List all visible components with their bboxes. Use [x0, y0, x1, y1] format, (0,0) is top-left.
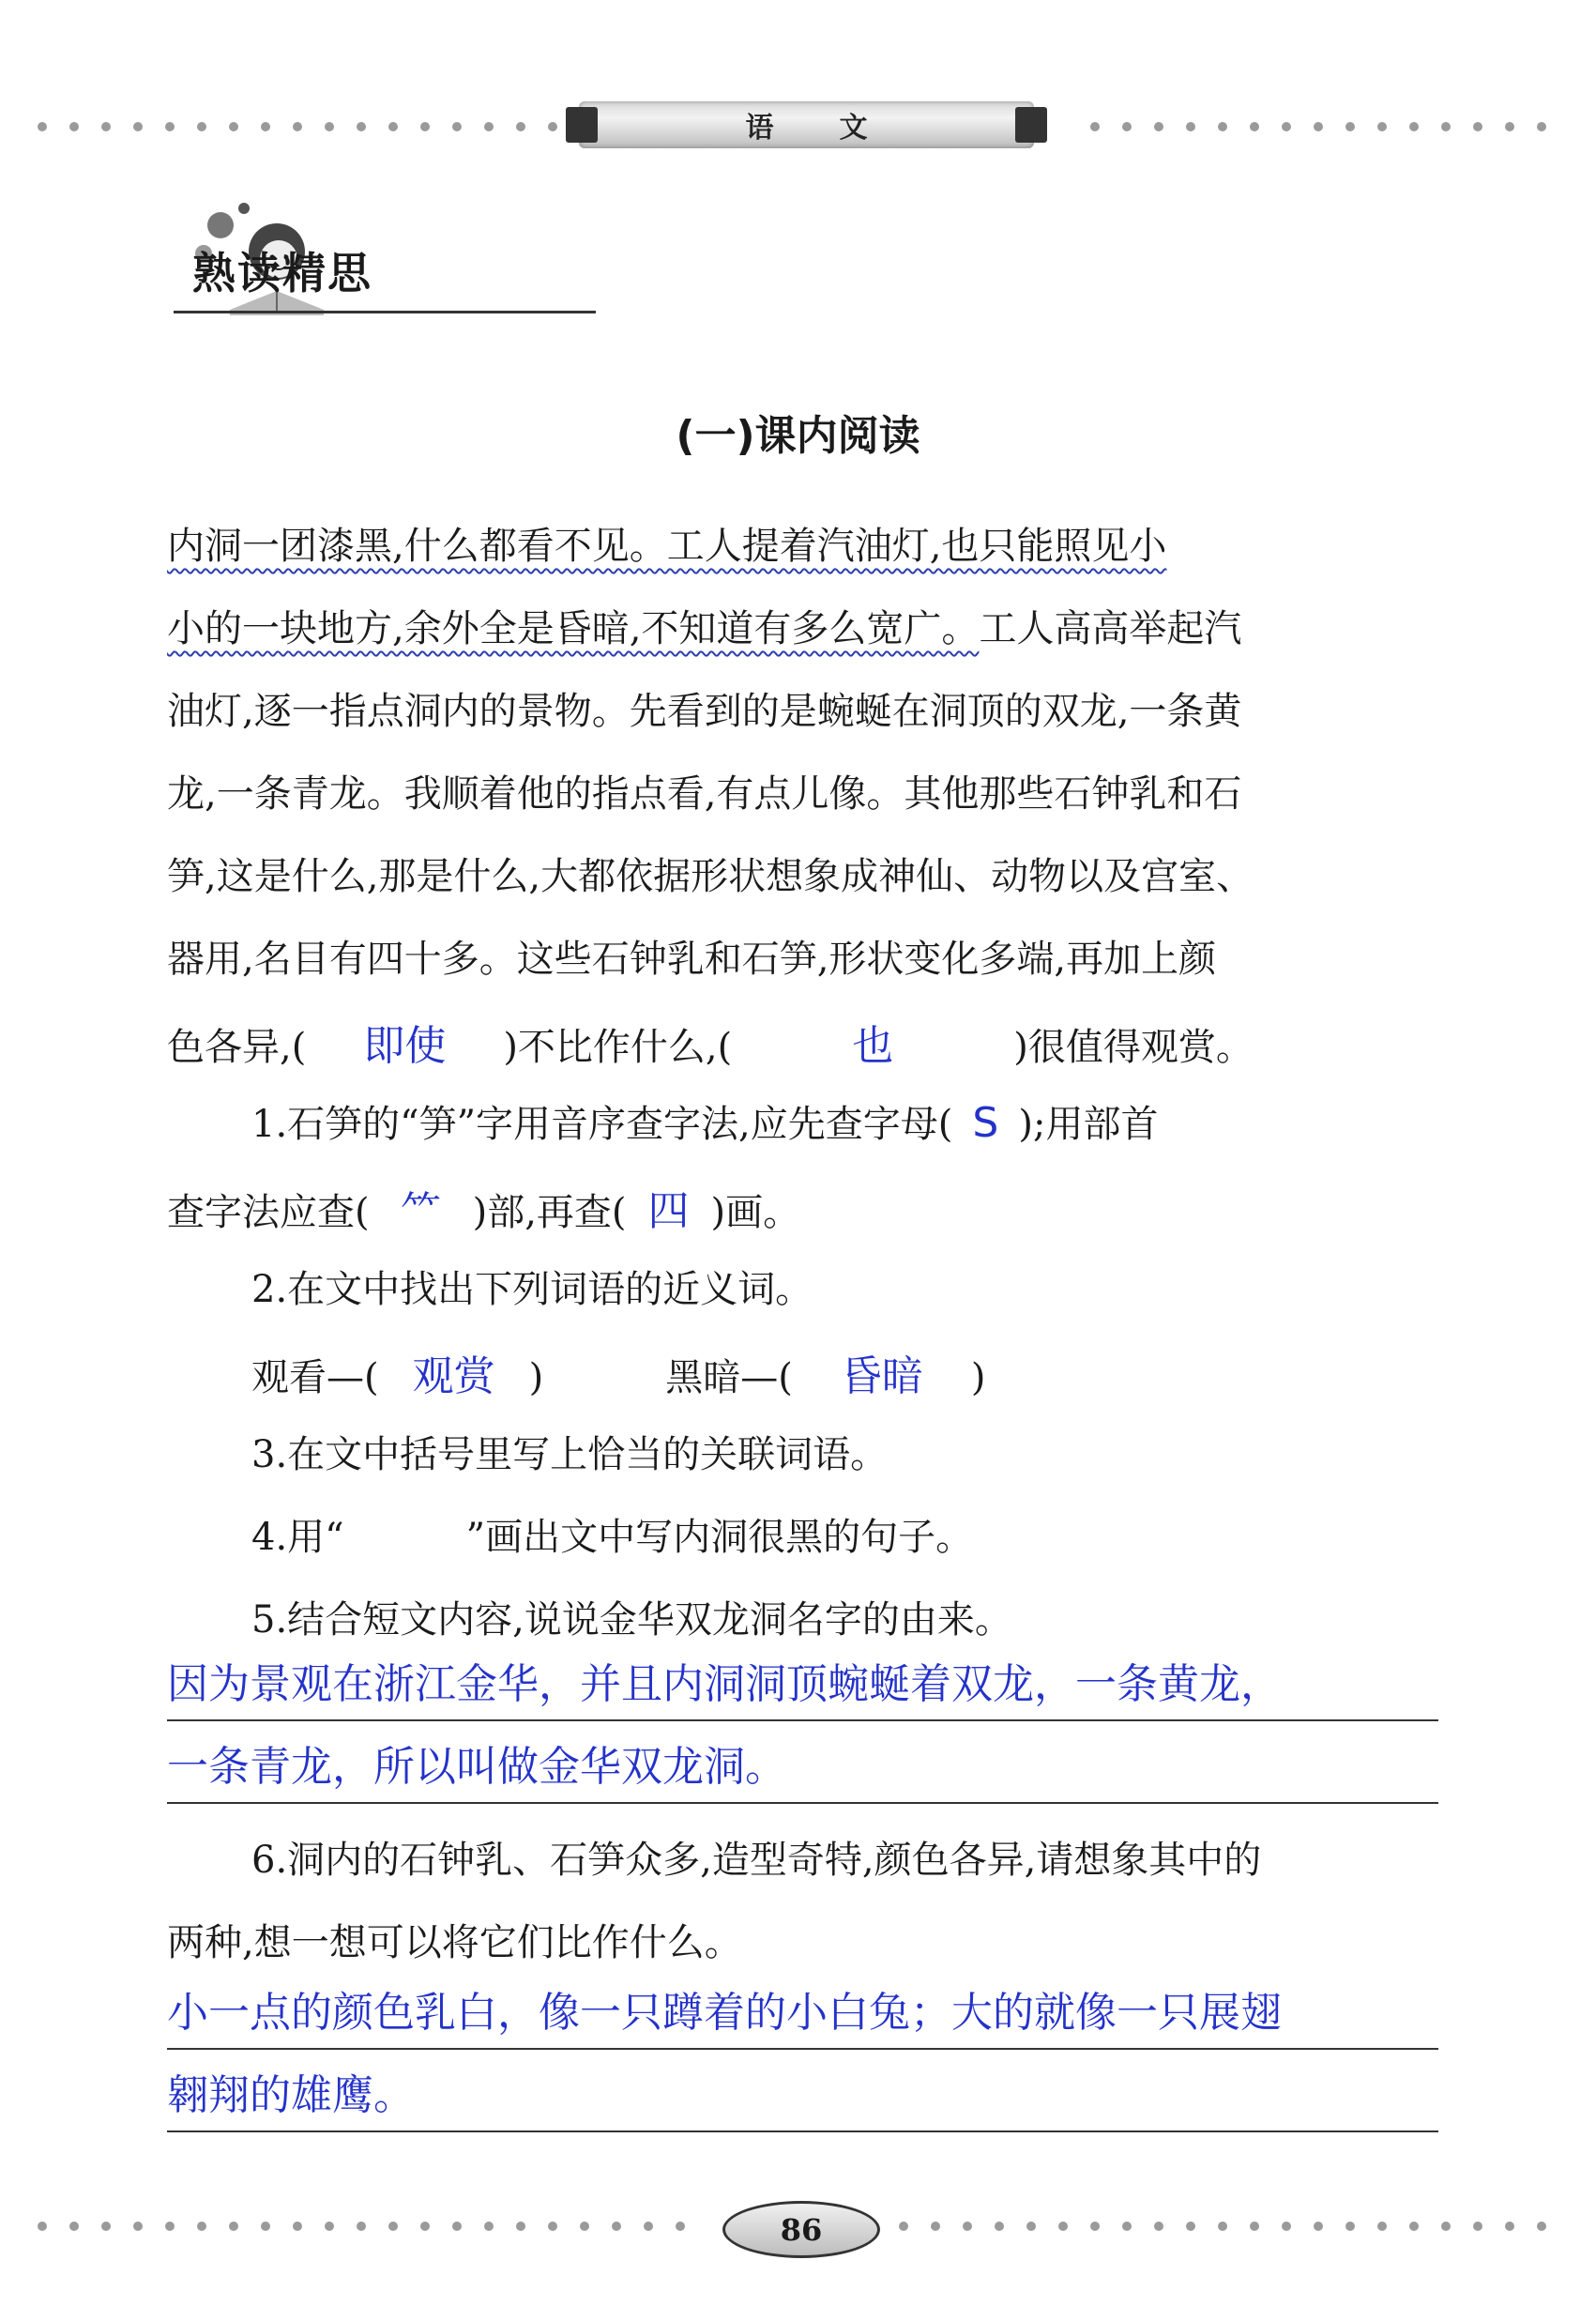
dot [1314, 2222, 1323, 2231]
synonym-answer-1: 观赏 [412, 1352, 495, 1400]
dot [1537, 122, 1546, 131]
question-6-cont [167, 1913, 742, 1966]
dot [1058, 2222, 1068, 2231]
question-2 [251, 1260, 813, 1313]
subject-title: 语文 [745, 112, 934, 145]
dot [931, 2222, 940, 2231]
subject-header-banner [579, 101, 1034, 148]
dot [420, 2222, 430, 2231]
dot [1441, 2222, 1451, 2231]
dot [1154, 122, 1163, 131]
dot [516, 2222, 525, 2231]
dot [1409, 122, 1419, 131]
passage-line [167, 681, 1241, 735]
dot [1473, 2222, 1482, 2231]
dot [548, 122, 557, 131]
answer-line: 一条青龙，所以叫做金华双龙洞。 [167, 1733, 1438, 1804]
question-4 [251, 1507, 973, 1561]
dot [1505, 2222, 1514, 2231]
dot [197, 122, 206, 131]
question-text: 3.在文中括号里写上恰当的关联词语。 [251, 1433, 889, 1476]
dot [484, 122, 494, 131]
question-text: 5.结合短文内容,说说金华双龙洞名字的由来。 [251, 1598, 1012, 1642]
dot [1090, 122, 1100, 131]
dot [197, 2222, 206, 2231]
dot [1154, 2222, 1163, 2231]
dot [420, 122, 430, 131]
dot [1186, 122, 1195, 131]
dot [1409, 2222, 1419, 2231]
question-text: 查字法应查( [167, 1191, 370, 1234]
dot [38, 122, 47, 131]
passage-text: )很值得观赏。 [1013, 1026, 1254, 1069]
answer-line: 小一点的颜色乳白，像一只蹲着的小白兔；大的就像一只展翅 [167, 1978, 1438, 2050]
dot [133, 122, 143, 131]
dot [1026, 2222, 1036, 2231]
question-2-answers [251, 1342, 985, 1402]
wavy-sentence: 小的一块地方,余外全是昏暗,不知道有多么宽广。 [167, 607, 980, 650]
dot [452, 122, 462, 131]
passage-text: 龙,一条青龙。我顺着他的指点看,有点儿像。其他那些石钟乳和石 [167, 772, 1242, 816]
passage-line [167, 847, 1254, 900]
dot [1250, 122, 1259, 131]
reading-title: (一)课内阅读 [676, 412, 920, 460]
page-number: 86 [722, 2201, 880, 2258]
dot [1473, 122, 1482, 131]
word-label: 黑暗—( [665, 1356, 793, 1399]
dot [101, 122, 111, 131]
answer-letter: S [972, 1099, 999, 1147]
question-text: )画。 [710, 1191, 801, 1234]
question-text: 4.用“ [251, 1516, 344, 1559]
dot [1505, 122, 1514, 131]
dot [1377, 2222, 1387, 2231]
dot [963, 2222, 972, 2231]
dot [1537, 2222, 1546, 2231]
dot [612, 2222, 621, 2231]
answer-line: 翱翔的雄鹰。 [167, 2061, 1438, 2132]
dot [165, 122, 175, 131]
dot [388, 122, 398, 131]
dot [580, 2222, 589, 2231]
dot [1250, 2222, 1259, 2231]
dot [69, 2222, 79, 2231]
question-text: 2.在文中找出下列词语的近义词。 [251, 1268, 813, 1311]
dot [1377, 122, 1387, 131]
dot [1345, 2222, 1355, 2231]
passage-text: 油灯,逐一指点洞内的景物。先看到的是蜿蜒在洞顶的双龙,一条黄 [167, 690, 1242, 733]
passage-text: )不比作什么,( [503, 1026, 733, 1069]
question-text: 1.石笋的“笋”字用音序查字法,应先查字母( [251, 1103, 953, 1146]
dot [452, 2222, 462, 2231]
question-text: 两种,想一想可以将它们比作什么。 [167, 1921, 742, 1964]
answer-strokes: 四 [647, 1187, 690, 1235]
synonym-answer-2: 昏暗 [840, 1352, 923, 1400]
question-6 [251, 1830, 1261, 1884]
dot [516, 122, 525, 131]
dot [1218, 122, 1227, 131]
dot [548, 2222, 557, 2231]
passage-text: 笋,这是什么,那是什么,大都依据形状想象成神仙、动物以及宫室、 [167, 855, 1254, 898]
dot [1218, 2222, 1227, 2231]
dot [69, 122, 79, 131]
question-3 [251, 1425, 888, 1478]
wavy-line-sample [344, 1516, 466, 1559]
answer-radical: ⺮ [400, 1187, 442, 1235]
dot [1282, 122, 1291, 131]
dot [1122, 122, 1132, 131]
word-label: ) [528, 1356, 544, 1399]
dot [229, 2222, 238, 2231]
dot [165, 2222, 175, 2231]
dot [325, 122, 334, 131]
passage-line [167, 599, 1241, 652]
dot [1090, 2222, 1100, 2231]
dot [1122, 2222, 1132, 2231]
answer-blank-1: 即使 [363, 1022, 447, 1070]
dot [1186, 2222, 1195, 2231]
answer-line: 因为景观在浙江金华，并且内洞洞顶蜿蜒着双龙，一条黄龙， [167, 1650, 1438, 1721]
dot [676, 2222, 685, 2231]
question-text: 6.洞内的石钟乳、石笋众多,造型奇特,颜色各异,请想象其中的 [251, 1839, 1262, 1882]
question-text: ”画出文中写内洞很黑的句子。 [465, 1516, 974, 1559]
dot [357, 2222, 366, 2231]
dot [261, 122, 270, 131]
question-1-cont [167, 1177, 800, 1237]
dot [357, 122, 366, 131]
question-5 [251, 1590, 1012, 1643]
question-text: );用部首 [1018, 1103, 1159, 1146]
passage-line [167, 929, 1216, 983]
dot [1345, 122, 1355, 131]
question-1 [251, 1094, 1158, 1148]
answer-blank-2: 也 [852, 1022, 894, 1070]
word-label: ) [970, 1356, 986, 1399]
section-title-rule [174, 311, 596, 313]
dot [995, 2222, 1004, 2231]
dot [293, 2222, 302, 2231]
dot [1314, 122, 1323, 131]
dot [261, 2222, 270, 2231]
dot [899, 2222, 908, 2231]
passage-line [167, 516, 1166, 570]
dot [229, 122, 238, 131]
word-label: 观看—( [251, 1356, 379, 1399]
banner-left-cap [566, 107, 598, 143]
banner-right-cap [1015, 107, 1047, 143]
wavy-sentence: 内洞一团漆黑,什么都看不见。工人提着汽油灯,也只能照见小 [167, 525, 1167, 568]
passage-text: 色各异,( [167, 1026, 307, 1069]
passage-text: 器用,名目有四十多。这些石钟乳和石笋,形状变化多端,再加上颜 [167, 938, 1217, 981]
dot [484, 2222, 494, 2231]
passage-line [167, 1012, 1254, 1072]
dot [325, 2222, 334, 2231]
dot [1282, 2222, 1291, 2231]
dot [644, 2222, 653, 2231]
dot [1441, 122, 1451, 131]
dot [388, 2222, 398, 2231]
dot [293, 122, 302, 131]
passage-text: 工人高高举起汽 [979, 607, 1242, 650]
dot [101, 2222, 111, 2231]
passage-line [167, 764, 1241, 817]
question-text: )部,再查( [472, 1191, 627, 1234]
section-title: 熟读精思 [192, 248, 372, 298]
dot [38, 2222, 47, 2231]
dot [133, 2222, 143, 2231]
